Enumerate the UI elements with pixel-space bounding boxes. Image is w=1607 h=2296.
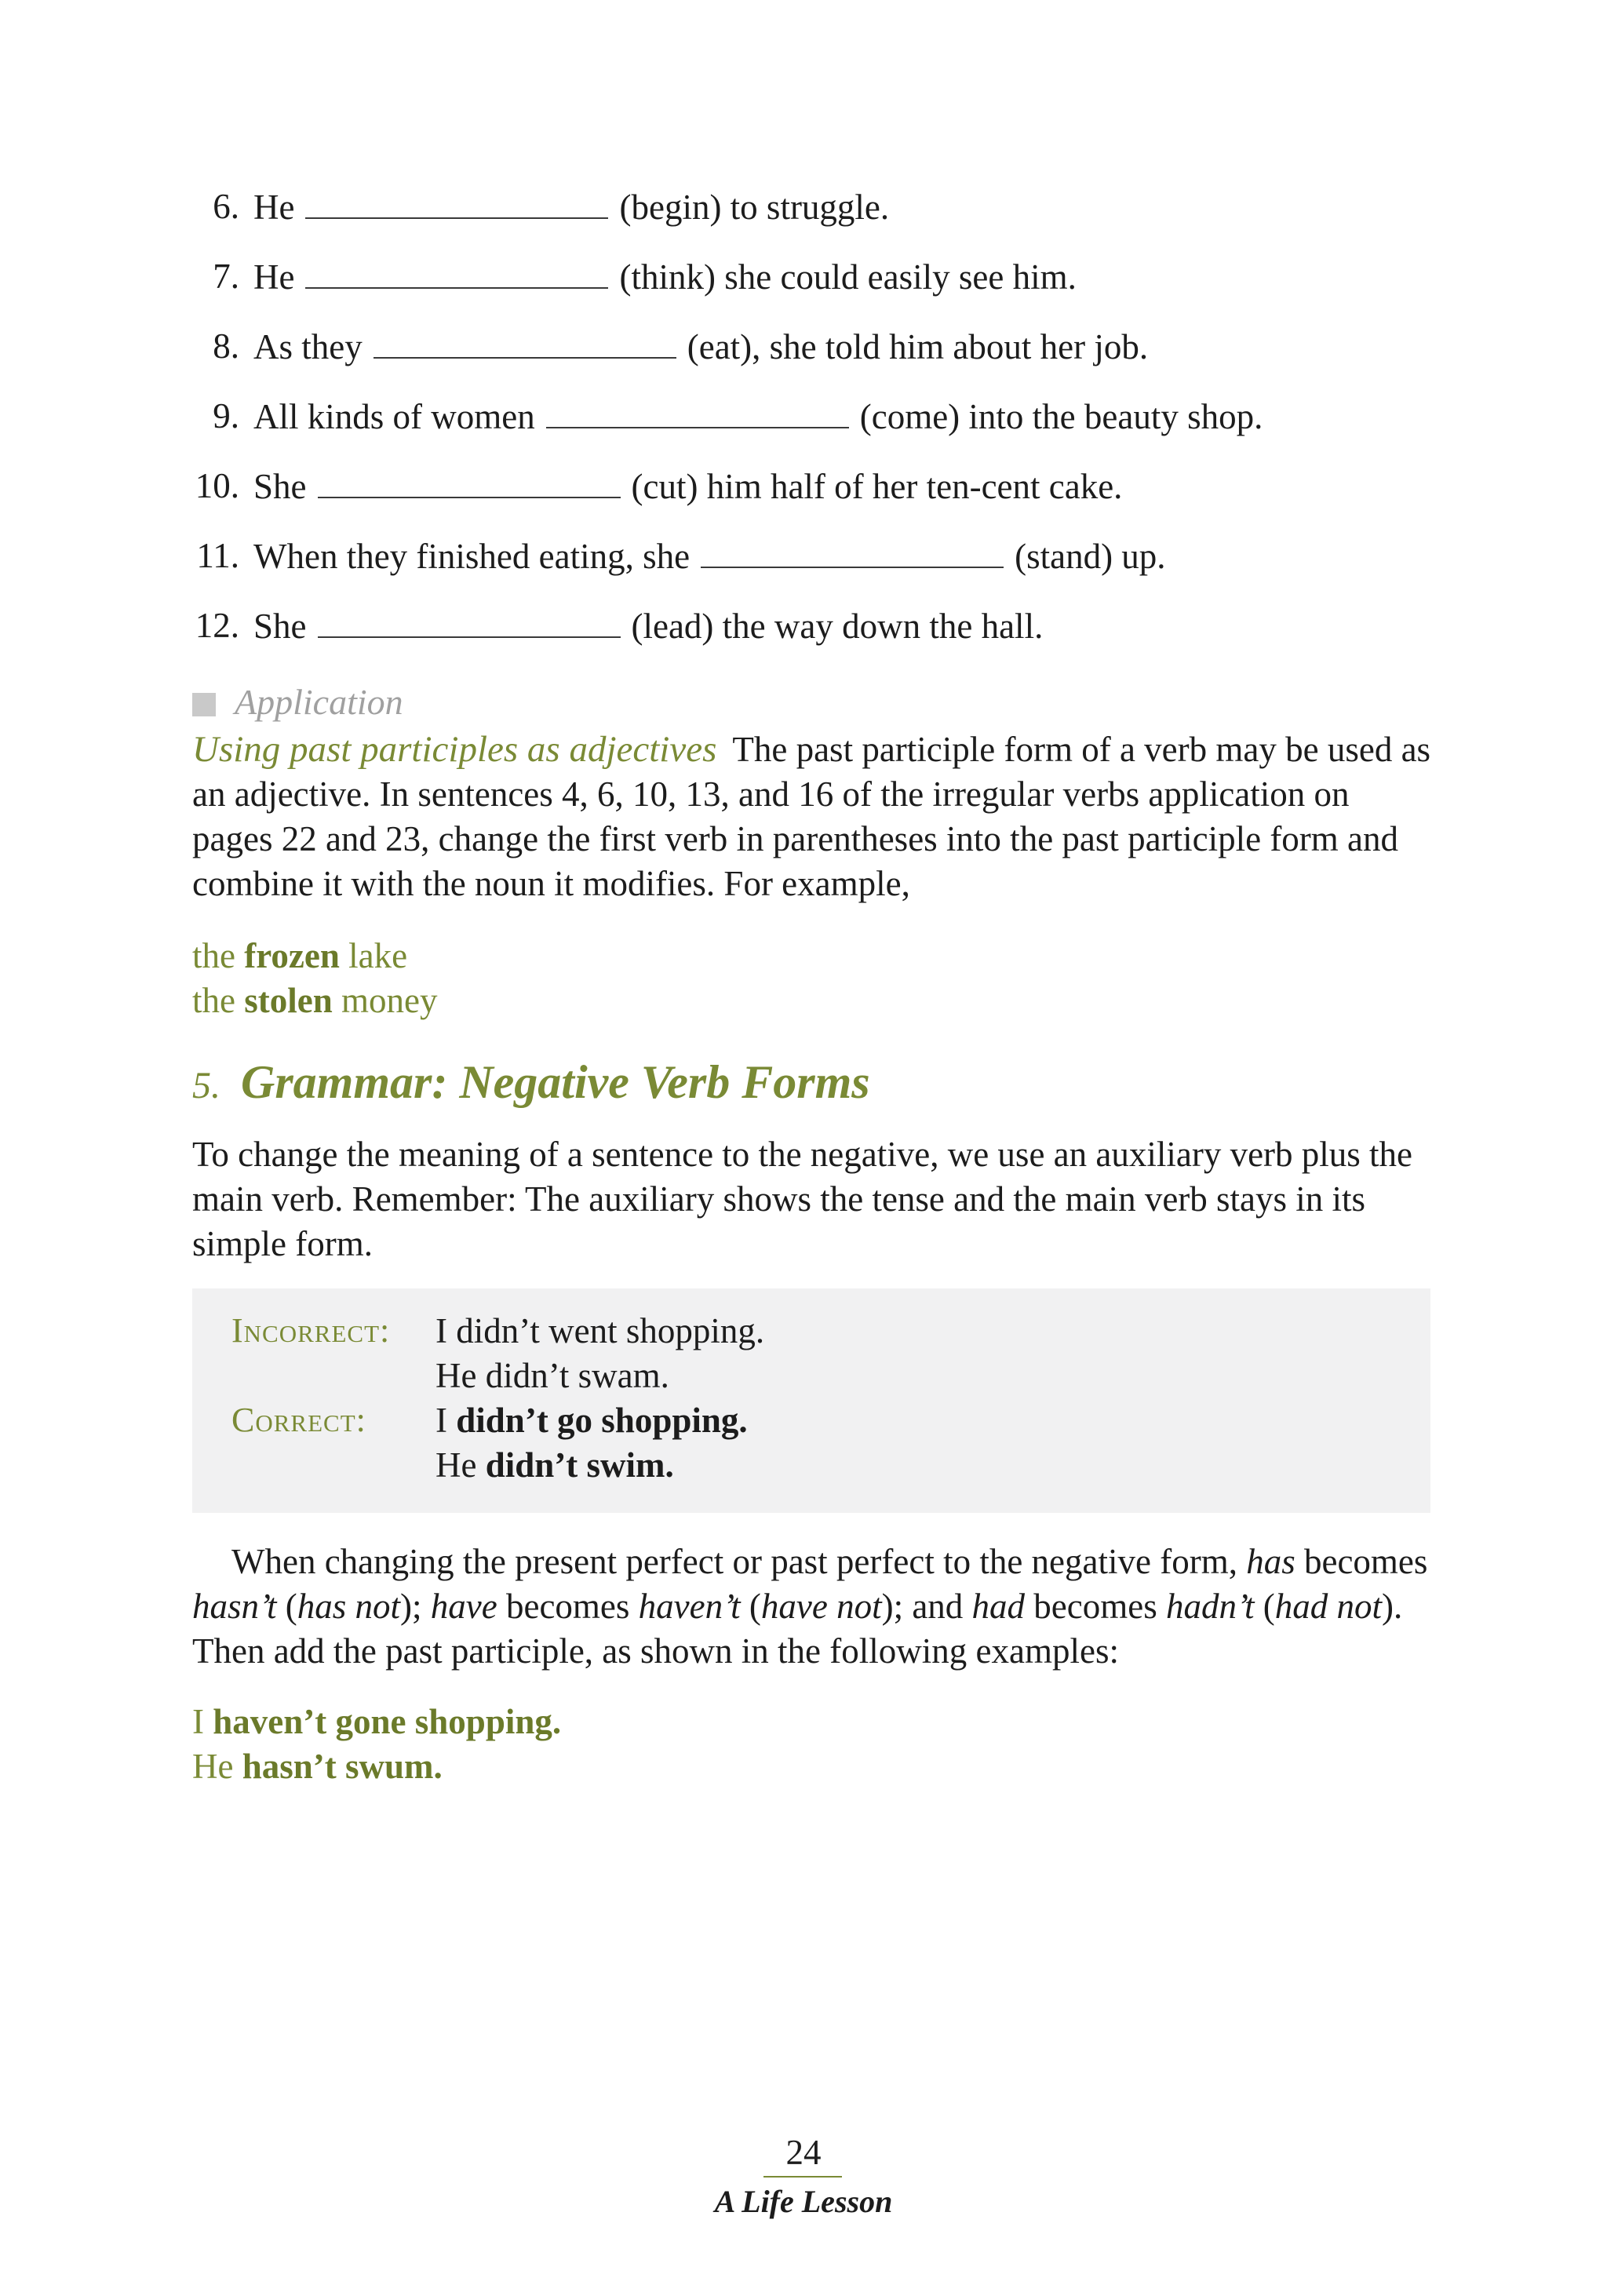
exercise-text-after: (stand) up. (1015, 537, 1166, 576)
exercise-text-before: He (253, 188, 295, 227)
correct-line-bold: didn’t swim. (485, 1445, 674, 1485)
example-phrase (192, 934, 407, 979)
italic-term: hasn’t (192, 1587, 277, 1626)
application-lead: Using past participles as adjectives (192, 729, 717, 770)
example-bold: haven’t gone shopping. (213, 1702, 562, 1741)
text: becomes (1025, 1587, 1166, 1626)
exercise-text-before: As they (253, 327, 363, 366)
italic-term: have (430, 1587, 497, 1626)
exercise-text-after: (lead) the way down the hall. (631, 607, 1044, 646)
exercise-number: 12. (195, 606, 239, 645)
italic-term: have not (760, 1587, 882, 1626)
exercise-text-after: (think) she could easily see him. (619, 257, 1077, 297)
application-paragraph (192, 727, 1432, 906)
exercise-text-after: (begin) to struggle. (619, 188, 890, 227)
text: ). Then add the past participle, as shown in the following examples: (192, 1587, 1403, 1671)
application-heading (192, 681, 403, 723)
text: ); (400, 1587, 431, 1626)
answer-blank[interactable] (374, 324, 676, 359)
correct-line-pre: I (435, 1401, 457, 1440)
exercise-number: 11. (196, 536, 239, 575)
example-pre: He (192, 1747, 242, 1786)
running-footer-title: A Life Lesson (714, 2184, 893, 2219)
italic-term: has (1246, 1542, 1295, 1581)
negative-example (192, 1744, 443, 1789)
exercise-number: 6. (213, 187, 239, 226)
example-phrase (192, 979, 437, 1023)
negative-paragraph (192, 1540, 1432, 1674)
exercise-text-before: She (253, 467, 307, 506)
correct-label: Correct: (231, 1401, 366, 1439)
correct-line (435, 1400, 748, 1441)
text: ( (1254, 1587, 1275, 1626)
correct-line-bold: didn’t go shopping. (456, 1401, 748, 1440)
example-bold: stolen (244, 981, 333, 1020)
section-heading (192, 1055, 870, 1110)
negative-example (192, 1700, 561, 1744)
page-number: 24 (785, 2133, 822, 2172)
exercise-text-before: All kinds of women (253, 397, 535, 436)
exercise-text-after: (cut) him half of her ten-cent cake. (631, 467, 1123, 506)
correct-line-pre: He (435, 1445, 486, 1485)
incorrect-line: I didn’t went shopping. (435, 1311, 765, 1350)
example-post: money (341, 981, 438, 1020)
square-bullet-icon (192, 693, 216, 716)
answer-blank[interactable] (701, 534, 1004, 568)
example-pre: the (192, 981, 235, 1020)
exercise-number: 7. (213, 257, 239, 296)
example-pre: the (192, 936, 235, 975)
text: ); and (881, 1587, 972, 1626)
text: becomes (497, 1587, 639, 1626)
example-pre: I (192, 1702, 213, 1741)
exercise-text-before: He (253, 257, 295, 297)
correct-line (435, 1445, 674, 1485)
exercise-number: 10. (195, 466, 239, 505)
answer-blank[interactable] (318, 464, 621, 498)
text: When changing the present perfect or past perfect to the negative form, (231, 1542, 1247, 1581)
italic-term: haven’t (638, 1587, 741, 1626)
exercise-text-after: (eat), she told him about her job. (687, 327, 1149, 366)
section-number: 5. (192, 1065, 220, 1106)
text: becomes (1295, 1542, 1428, 1581)
section-title: Grammar: Negative Verb Forms (241, 1056, 870, 1108)
answer-blank[interactable] (318, 603, 621, 638)
section-intro: To change the meaning of a sentence to the negative, we use an auxiliary verb plus the main verb. Remember: The auxiliary shows the tense and the main verb stays in its simple form. (192, 1135, 1413, 1263)
italic-term: had not (1274, 1587, 1382, 1626)
example-bold: hasn’t swum. (242, 1747, 443, 1786)
italic-term: had (971, 1587, 1026, 1626)
example-box (192, 1288, 1430, 1513)
exercise-text-before: When they finished eating, she (253, 537, 691, 576)
application-text: The past participle form of a verb may be used as an adjective. In sentences 4, 6, 10, 13, and 16 of the irregular verbs application on pages 22 and 23, change the first verb in parentheses into the past participle form and combine it with the noun it modifies. For example, (192, 730, 1431, 903)
italic-term: hadn’t (1165, 1587, 1255, 1626)
incorrect-label: Incorrect: (231, 1311, 391, 1350)
exercise-text-after: (come) into the beauty shop. (859, 397, 1263, 436)
answer-blank[interactable] (546, 394, 849, 428)
footer-rule (763, 2176, 842, 2178)
exercise-text-before: She (253, 607, 307, 646)
example-bold: frozen (244, 936, 340, 975)
incorrect-line: He didn’t swam. (435, 1356, 669, 1395)
text: ( (276, 1587, 297, 1626)
text: ( (740, 1587, 761, 1626)
exercise-number: 8. (213, 326, 239, 366)
exercise-number: 9. (213, 396, 239, 436)
application-label: Application (235, 682, 403, 722)
answer-blank[interactable] (305, 254, 608, 289)
italic-term: has not (297, 1587, 401, 1626)
answer-blank[interactable] (305, 184, 608, 219)
example-post: lake (348, 936, 408, 975)
